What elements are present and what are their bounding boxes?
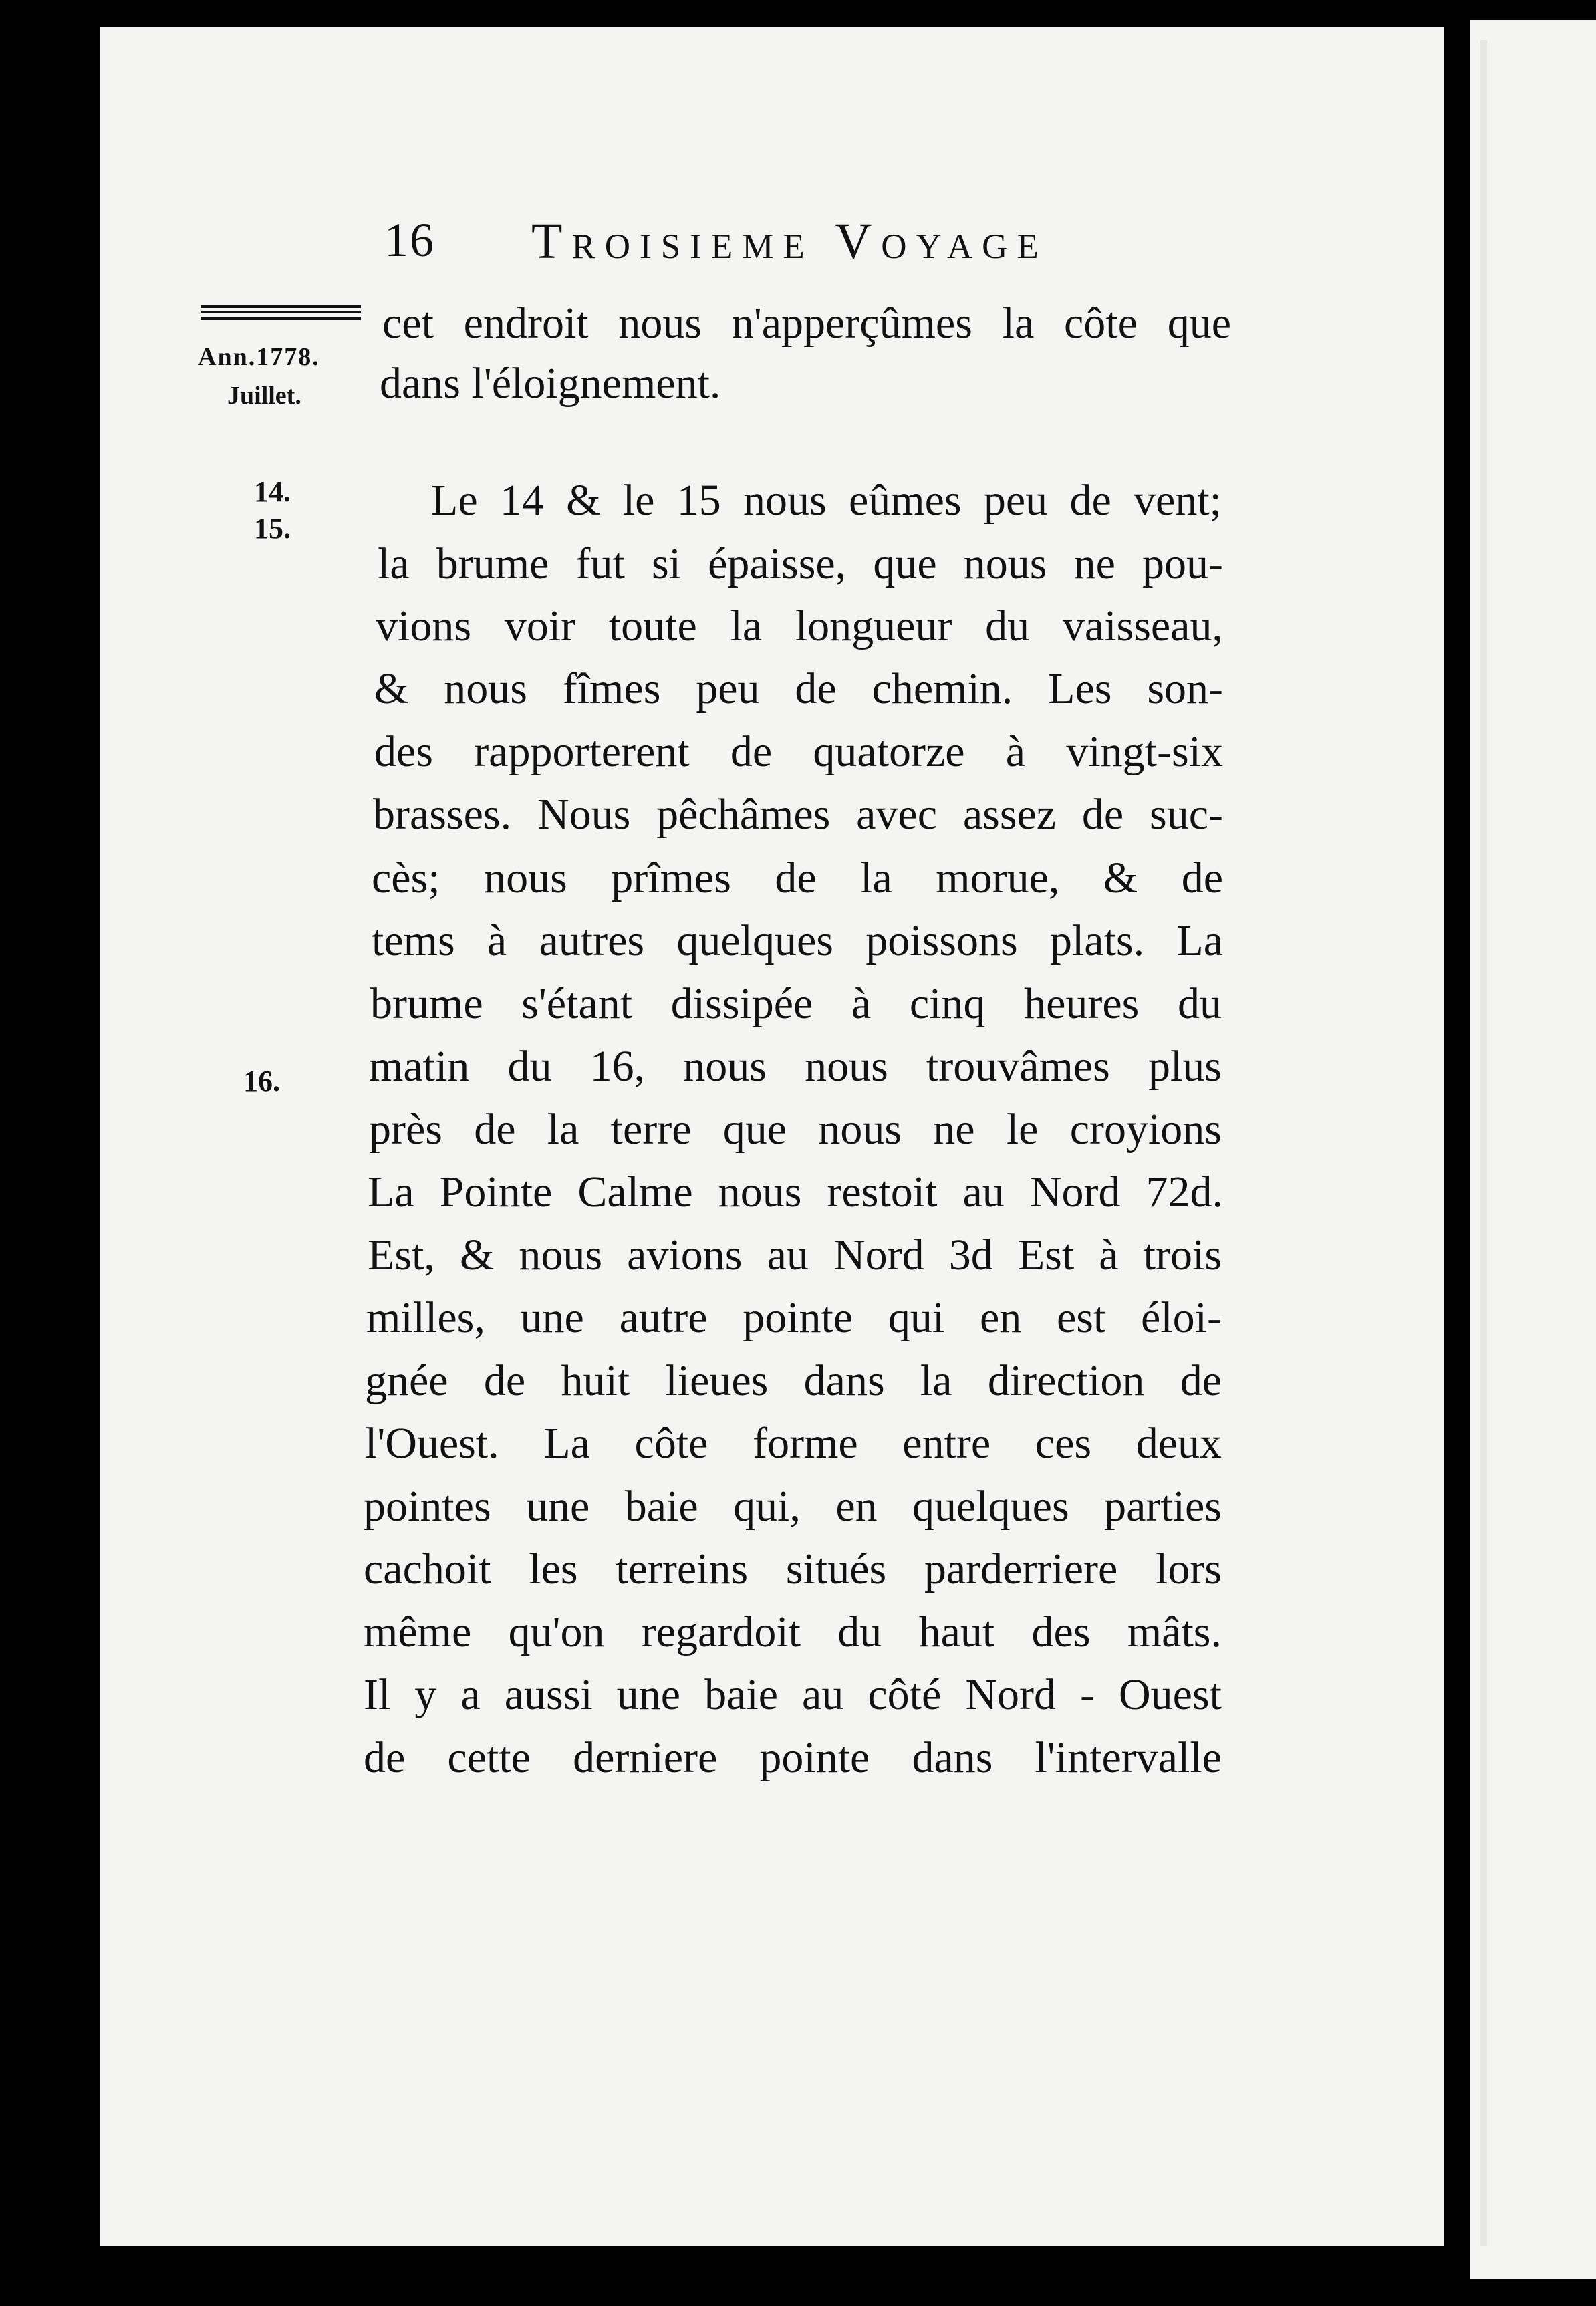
text-line: même qu'on regardoit du haut des mâts.: [364, 1608, 1222, 1656]
page-gutter: [1444, 27, 1470, 2299]
text-line: La Pointe Calme nous restoit au Nord 72d.: [368, 1168, 1223, 1216]
margin-month: Juillet.: [227, 382, 301, 410]
text-line: brume s'étant dissipée à cinq heures du: [370, 979, 1222, 1028]
text-line: Il y a aussi une baie au côté Nord - Ouest: [364, 1670, 1222, 1719]
text-line: milles, une autre pointe qui en est éloi-: [366, 1293, 1222, 1342]
text-line: cet endroit nous n'apperçûmes la côte que: [382, 299, 1231, 348]
running-head: [371, 213, 1133, 279]
text-line: des rapporterent de quatorze à vingt-six: [374, 727, 1223, 776]
margin-year: Ann.1778.: [198, 343, 320, 371]
margin-rule: [201, 317, 361, 320]
running-title: Troisieme Voyage: [531, 213, 1048, 269]
margin-date: 14.: [254, 475, 291, 508]
text-line: près de la terre que nous ne le croyions: [369, 1105, 1222, 1154]
text-line: gnée de huit lieues dans la direction de: [365, 1356, 1222, 1405]
text-line: vions voir toute la longueur du vaisseau,: [376, 602, 1223, 650]
text-line: Est, & nous avions au Nord 3d Est à trois: [368, 1231, 1222, 1279]
text-line: cachoit les terreins situés parderriere lors: [364, 1545, 1222, 1593]
text-line: & nous fîmes peu de chemin. Les son-: [374, 664, 1223, 713]
text-line: pointes une baie qui, en quelques parties: [364, 1482, 1222, 1531]
margin-rule: [201, 311, 361, 313]
page-number: 16: [384, 213, 435, 267]
text-line: la brume fut si épaisse, que nous ne pou-: [378, 539, 1223, 588]
text-line: brasses. Nous pêchâmes avec assez de suc-: [373, 790, 1223, 839]
text-line: dans l'éloignement.: [380, 359, 721, 408]
text-line: Le 14 & le 15 nous eûmes peu de vent;: [431, 476, 1222, 525]
margin-rule: [201, 305, 361, 308]
text-line: cès; nous prîmes de la morue, & de: [372, 854, 1223, 902]
text-line: l'Ouest. La côte forme entre ces deux: [365, 1419, 1222, 1468]
margin-date: 16.: [243, 1065, 280, 1098]
text-line: tems à autres quelques poissons plats. La: [372, 916, 1223, 965]
facing-page-shadow: [1480, 40, 1487, 2246]
text-line: de cette derniere pointe dans l'intervalle: [364, 1733, 1222, 1782]
margin-date: 15.: [254, 512, 291, 545]
facing-page-edge: [1470, 20, 1596, 2279]
text-line: matin du 16, nous nous trouvâmes plus: [369, 1042, 1222, 1091]
